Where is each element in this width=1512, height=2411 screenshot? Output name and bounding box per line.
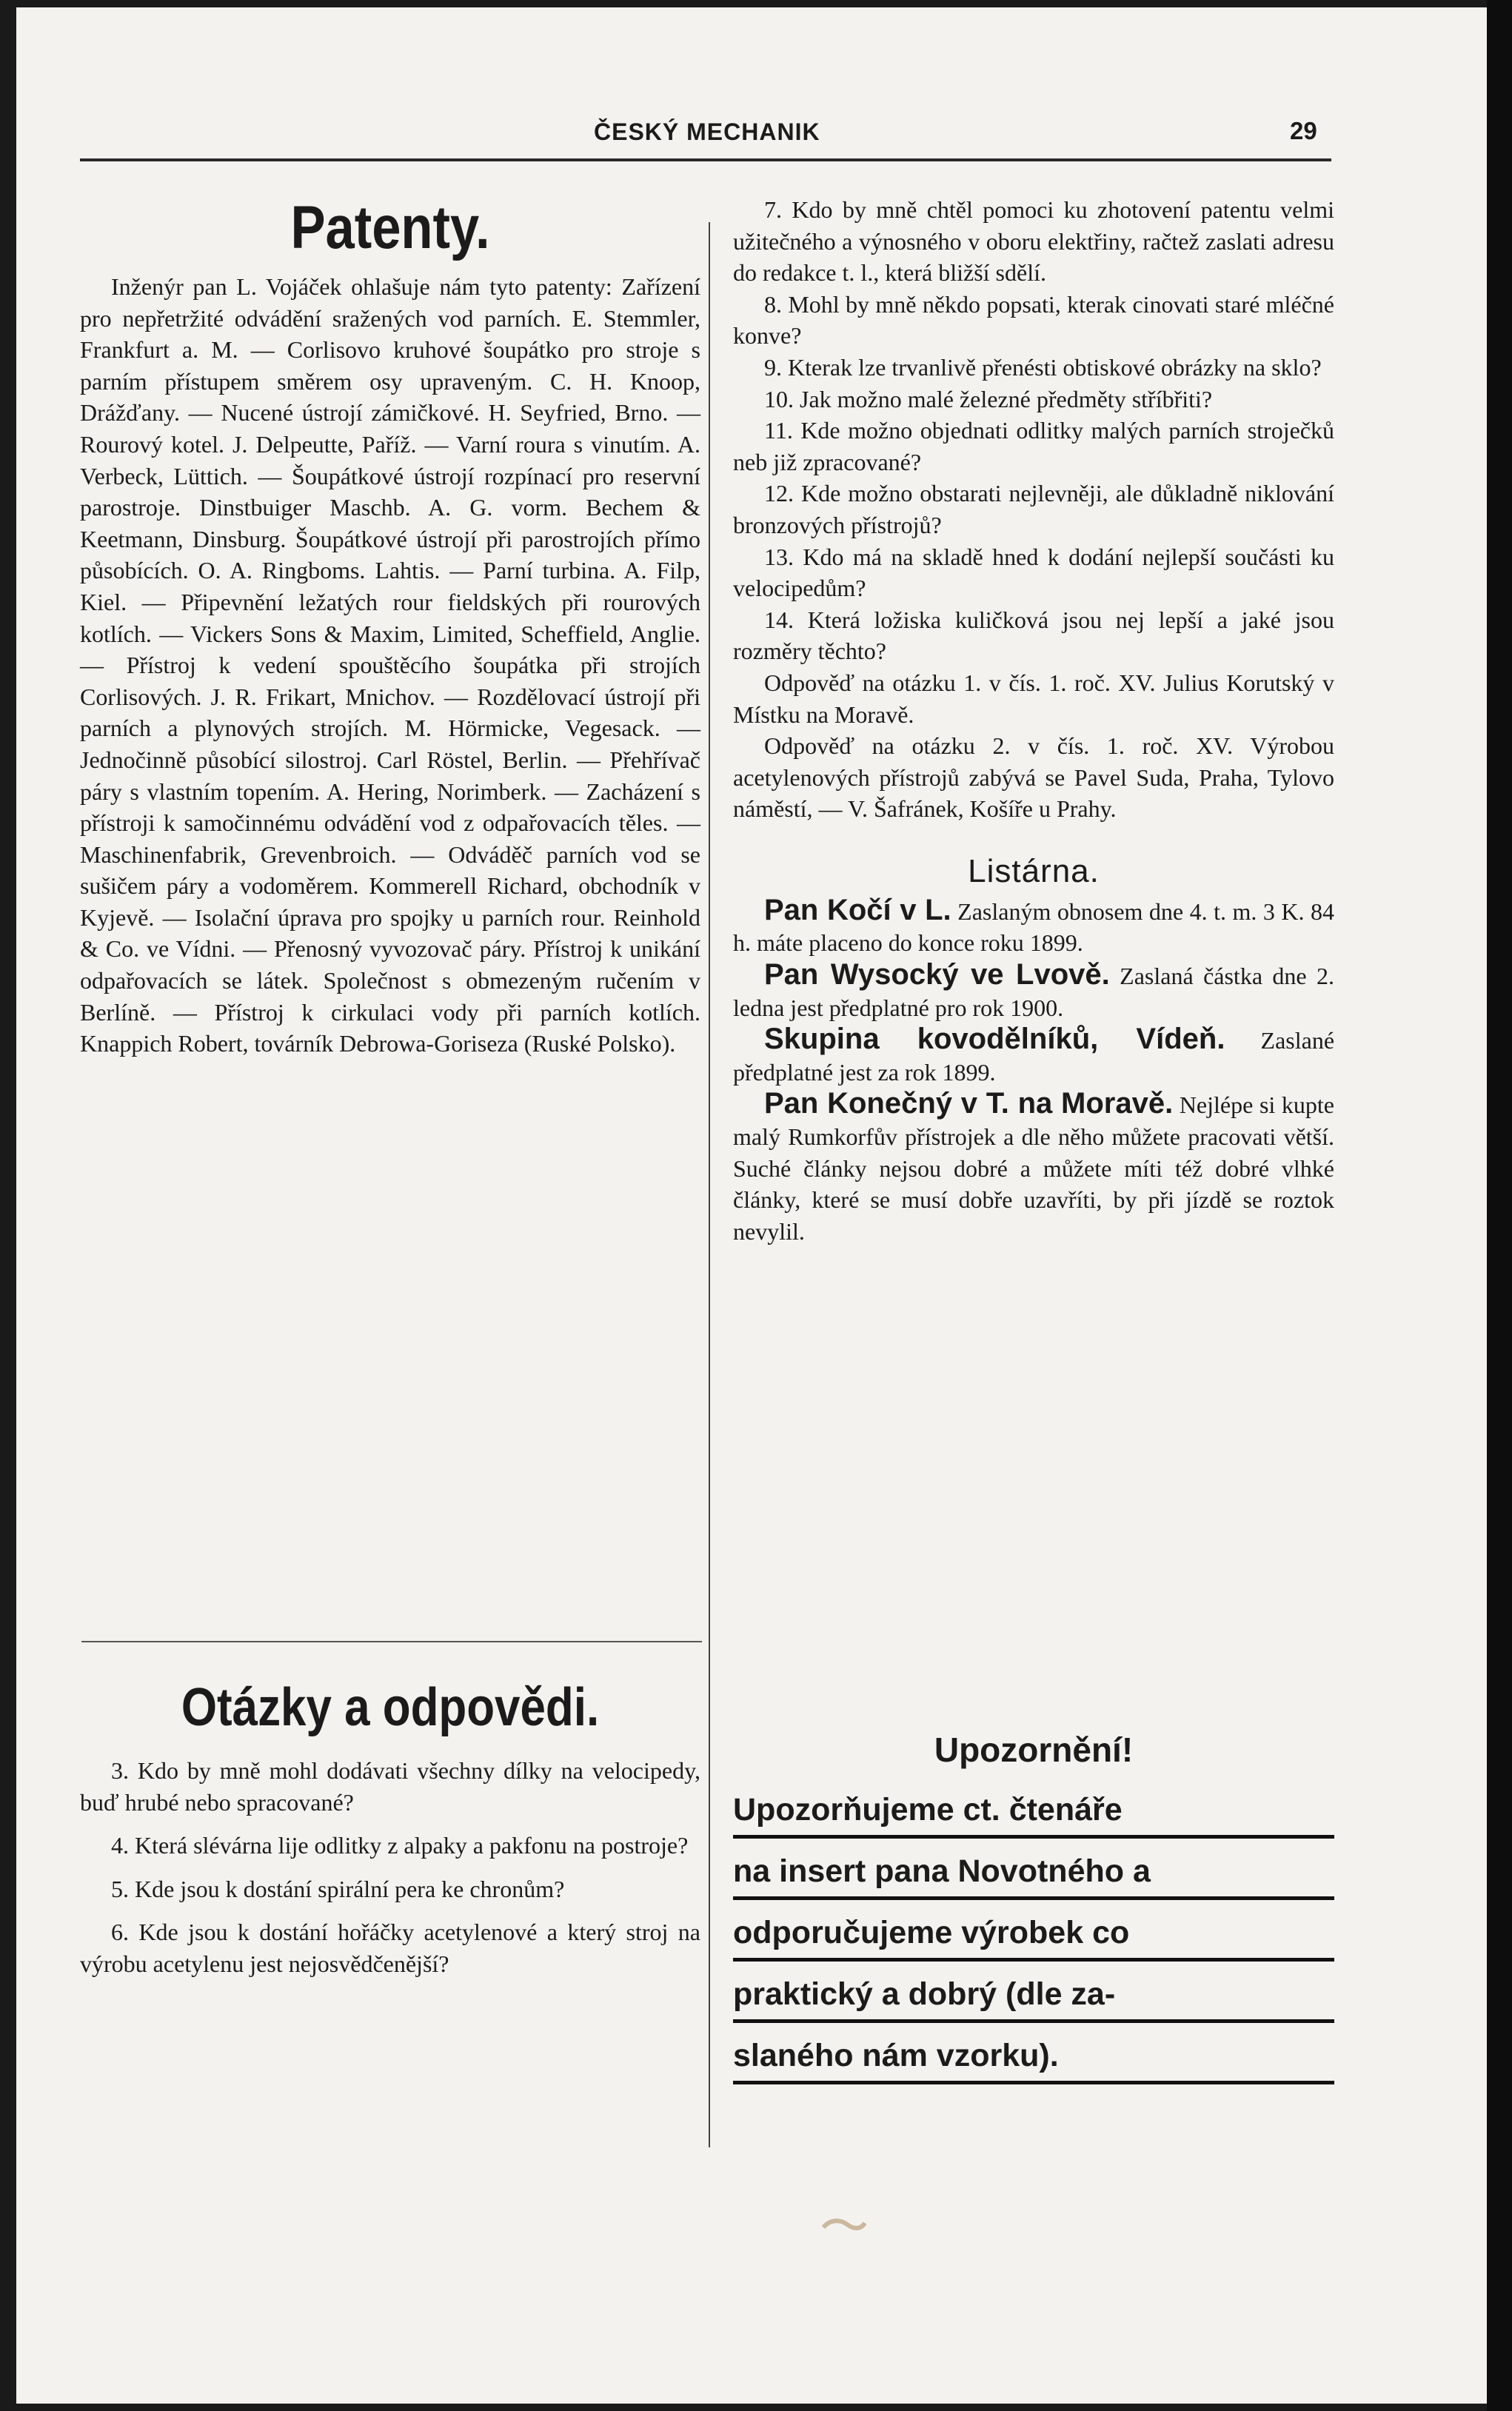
notice-line: Upozorňujeme ct. čtenáře <box>733 1790 1334 1839</box>
header-rule <box>80 158 1331 161</box>
listarna-message: Zaslaná částka dne 2. ledna jest předplatné pro rok 1900. <box>733 963 1334 1021</box>
question-item: 13. Kdo má na skladě hned k dodání nejlepší součásti ku velocipedům? <box>733 543 1334 602</box>
question-item: 6. Kde jsou k dostání hořáčky acetylenové a který stroj na výrobu acetylenu jest nejosvědčenější? <box>80 1919 700 1977</box>
listarna-addressee: Skupina kovodělníků, Vídeň. <box>764 1023 1225 1056</box>
question-item: 5. Kde jsou k dostání spirální pera ke chronům? <box>111 1875 565 1902</box>
patenty-text: Inženýr pan L. Vojáček ohlašuje nám tyto patenty: Zařízení pro nepřetržité odvádění sražených vod parních. E. Stemmler, Frankfurt a. M. — Corlisovo kruhové šoupátko pro stroje s parním přístupem směrem osy upraveným. C. H. Knoop, Drážďany. — Nucené ústrojí zámičkové. H. Seyfried, Brno. — Rourový kotel. J. Delpeutte, Paříž. — Varní roura s vinutím. A. Verbeck, Lüttich. — Šoupátkové ústrojí rozpínací pro reservní parostroje. Dinstbuiger Maschb. A. G. vorm. Bechem & Keetmann, Dinsburg. Šoupátkové ústrojí při parostrojích přímo působících. O. A. Ringboms. Lahtis. — Parní turbina. A. Filp, Kiel. — Připevnění ležatých rour fieldských při rourových kotlích. — Vickers Sons & Maxim, Limited, Scheffield, Anglie. — Přístroj k vedení spouštěcího šoupátka při strojích Corlisových. J. R. Frikart, Mnichov. — Rozdělovací ústrojí při parních a plynových strojích. M. Hörmicke, Vegesack. — Jednočinně působící silostroj. Carl Röstel, Berlin. — Přehřívač páry s vlastním topením. A. Hering, Norimberk. — Zacházení s přístroji k samočinnému odvádění vod z odpařovacích těles. — Maschinenfabrik, Grevenbroich. — Odváděč parních vod se sušičem páry a vodoměrem. Kommerell Richard, obchodník v Kyjevě. — Isolační úprava pro spojky u parních rour. Reinhold & Co. ve Vídni. — Přenosný vyvozovač páry. Přístroj k unikání odpařovacích se látek. Společnost s obmezeným ručením v Berlíně. — Přístroj k cirkulaci vody při parních kotlích. Knappich Robert, továrník Debrowa-Goriseza (Ruské Polsko). <box>80 273 700 1057</box>
notice-line: odporučujeme výrobek co <box>733 1913 1334 1962</box>
question-item: 8. Mohl by mně někdo popsati, kterak cinovati staré mléčné konve? <box>733 290 1334 350</box>
listarna-addressee: Pan Wysocký ve Lvově. <box>764 958 1110 992</box>
section-divider <box>81 1641 702 1642</box>
listarna-entry <box>733 1023 1334 1088</box>
column-divider <box>709 222 710 2147</box>
listarna-addressee: Pan Konečný v T. na Moravě. <box>764 1087 1174 1120</box>
notice-line: na insert pana Novotného a <box>733 1852 1334 1900</box>
listarna-message: Nejlépe si kupte malý Rumkorfův přístrojek a dle něho můžete pracovati větší. Suché články nejsou dobré a můžete míti též dobré vlhké články, které se musí dobře uzavříti, by při jízdě se roztok nevylil. <box>733 1091 1334 1245</box>
patenty-heading: Patenty. <box>290 194 490 261</box>
question-item: 12. Kde možno obstarati nejlevněji, ale důkladně niklování bronzových přístrojů? <box>733 480 1334 538</box>
scan-border <box>1487 0 1512 2411</box>
listarna-entry <box>733 894 1334 959</box>
listarna-entry <box>733 959 1334 1023</box>
otazky-heading: Otázky a odpovědi. <box>181 1678 600 1737</box>
question-item: 9. Kterak lze trvanlivě přenésti obtiskové obrázky na sklo? <box>764 353 1322 381</box>
answer-item: Odpověď na otázku 2. v čís. 1. roč. XV. Výrobou acetylenových přístrojů zabývá se Pavel Suda, Praha, Tylovo náměstí, — V. Šafránek, Košíře u Prahy. <box>733 732 1334 823</box>
upozorneni-notice <box>733 1730 1334 2098</box>
question-item: 7. Kdo by mně chtěl pomoci ku zhotovení patentu velmi užitečného a výnosného v oboru elektřiny, račtež zaslati adresu do redakce t. l., která bližší sdělí. <box>733 196 1334 287</box>
listarna-message: Zaslané předplatné jest za rok 1899. <box>733 1027 1335 1086</box>
question-item: 10. Jak možno malé železné předměty stříbřiti? <box>764 385 1213 412</box>
questions-left <box>80 1755 700 1992</box>
answer-item: Odpověď na otázku 1. v čís. 1. roč. XV. Julius Korutský v Místku na Moravě. <box>733 669 1334 728</box>
listarna-message: Zaslaným obnosem dne 4. t. m. 3 K. 84 h. máte placeno do konce roku 1899. <box>733 897 1334 957</box>
listarna-heading: Listárna. <box>968 852 1100 889</box>
listarna-addressee: Pan Kočí v L. <box>764 893 951 926</box>
question-item: 11. Kde možno objednati odlitky malých parních stroječků neb již zpracované? <box>733 417 1334 475</box>
page-number: 29 <box>1290 117 1317 144</box>
running-header-title: ČESKÝ MECHANIK <box>594 118 820 145</box>
question-item: 14. Která ložiska kuličková jsou nej lepší a jaké jsou rozměry těchto? <box>733 606 1334 665</box>
listarna-entry <box>733 1088 1334 1247</box>
question-item: 3. Kdo by mně mohl dodávati všechny dílky na velocipedy, buď hrubé nebo spracované? <box>80 1757 700 1816</box>
library-stamp-mark <box>822 2214 866 2236</box>
notice-line: slaného nám vzorku). <box>733 2036 1334 2084</box>
left-column <box>80 194 700 1060</box>
question-item: 4. Která slévárna lije odlitky z alpaky a pakfonu na postroje? <box>111 1832 689 1859</box>
upozorneni-heading: Upozornění! <box>934 1730 1134 1769</box>
right-column <box>733 194 1334 1247</box>
notice-line: praktický a dobrý (dle za- <box>733 1975 1334 2023</box>
